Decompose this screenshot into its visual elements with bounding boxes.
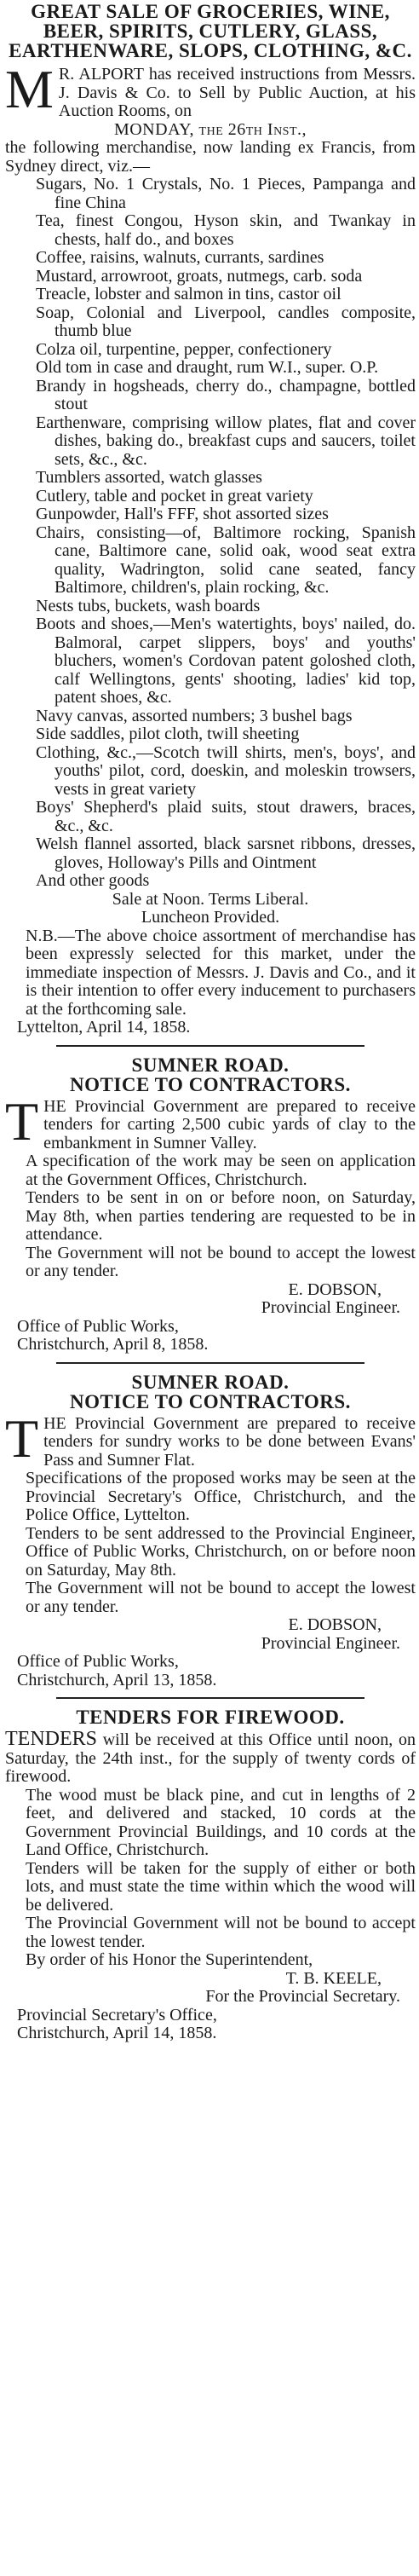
notice-subheading: NOTICE TO CONTRACTORS. — [70, 1073, 351, 1095]
notice-para: Tenders to be sent in on or before noon, on Saturday, May 8th, when parties tendering are requested to be in attendance. — [26, 1188, 416, 1244]
list-item: Coffee, raisins, walnuts, currants, sardines — [36, 248, 324, 267]
signature-title: For the Provincial Secretary. — [205, 1987, 400, 2006]
signature: E. DOBSON, — [288, 1615, 382, 1634]
divider — [56, 1697, 364, 1699]
drop-cap: T — [5, 1407, 39, 1469]
list-item: Old tom in case and draught, rum W.I., super. O.P. — [36, 358, 379, 377]
list-item: Soap, Colonial and Liverpool, candles composite, thumb blue — [36, 303, 416, 340]
office-line: Office of Public Works, — [17, 1652, 179, 1671]
auction-intro-2: the following merchandise, now landing ex Francis, from Sydney direct, viz.— — [5, 138, 416, 176]
divider — [56, 1362, 364, 1364]
notice-para: A specification of the work may be seen on application at the Government Offices, Christchurch. — [26, 1152, 416, 1189]
notice-para-text: will be received at this Office until noon, on Saturday, the 24th inst., for the supply of twenty cords of firewood. — [5, 1730, 416, 1786]
firewood-tender-notice — [5, 1707, 416, 2043]
sale-terms: Sale at Noon. Terms Liberal. — [112, 889, 309, 909]
list-item: Chairs, consisting—of, Baltimore rocking, Spanish cane, Baltimore cane, solid oak, wood seat extra quality, Wadrington, solid cane seated, fancy Baltimore, children's, plain rocking, &c. — [36, 523, 416, 597]
notice-para: Specifications of the proposed works may be seen at the Provincial Secretary's Office, Christchurch, and the Police Office, Lyttelton. — [26, 1469, 416, 1524]
notice-para: The wood must be black pine, and cut in lengths of 2 feet, and delivered and stacked, 10 cords at the Government Provincial Buildings, and 10 cords at the Land Office, Christchurch. — [26, 1785, 416, 1859]
merchandise-list — [5, 176, 416, 891]
lead-word: TENDERS — [5, 1728, 97, 1750]
list-item: Earthenware, comprising willow plates, flat and cover dishes, baking do., breakfast cups and saucers, toilet sets, &c., &c. — [36, 413, 416, 469]
list-item: Treacle, lobster and salmon in tins, castor oil — [36, 285, 342, 303]
auction-intro — [5, 59, 416, 121]
notice-para — [5, 1730, 416, 1787]
notice-heading: SUMNER ROAD. — [131, 1371, 290, 1393]
list-item: Tea, finest Congou, Hyson skin, and Twankay in chests, half do., and boxes — [36, 211, 416, 249]
drop-cap: T — [5, 1090, 39, 1152]
list-item: Nests tubs, buckets, wash boards — [36, 596, 261, 615]
list-item: Cutlery, table and pocket in great variety — [36, 486, 313, 505]
signature-title: Provincial Engineer. — [261, 1633, 400, 1653]
signature: E. DOBSON, — [288, 1279, 382, 1299]
list-item: And other goods — [36, 871, 150, 890]
sumner-road-notice-1 — [5, 1055, 416, 1354]
divider — [56, 1045, 364, 1047]
notice-para — [5, 1407, 416, 1470]
notice-para: Tenders will be taken for the supply of either or both lots, and must state the time within which the wood will be delivered. — [26, 1858, 416, 1915]
list-item: Boots and shoes,—Men's watertights, boys' nailed, do. Balmoral, carpet slippers, boys' and youths' bluchers, women's Cordovan patent goloshed cloth, calf Wellingtons, gents' shooting, ladies' kid top, patent shoes, &c. — [36, 615, 416, 707]
list-item: Navy canvas, assorted numbers; 3 bushel bags — [36, 706, 353, 725]
office-line: Office of Public Works, — [17, 1316, 179, 1336]
auction-heading: GREAT SALE OF GROCERIES, WINE, BEER, SPIRITS, CUTLERY, GLASS, EARTHENWARE, SLOPS, CLOTHING, &C. — [9, 1, 412, 61]
notice-para: The Government will not be bound to accept the lowest or any tender. — [26, 1243, 416, 1280]
notice-para: The Government will not be bound to accept the lowest or any tender. — [26, 1579, 416, 1616]
notice-para-text: HE Provincial Government are prepared to receive tenders for carting 2,500 cubic yards of clay to the embankment in Sumner Valley. — [43, 1096, 416, 1152]
list-item: Boys' Shepherd's plaid suits, stout drawers, braces, &c., &c. — [36, 798, 416, 835]
notice-para: The Provincial Government will not be bound to accept the lowest tender. — [26, 1914, 416, 1951]
dateline: Christchurch, April 14, 1858. — [17, 2024, 217, 2042]
notice-heading: TENDERS FOR FIREWOOD. — [76, 1707, 345, 1728]
auction-date: MONDAY, the 26th Inst., — [113, 119, 307, 139]
nb-note: N.B.—The above choice assortment of merchandise has been expressly selected for this market, under the immediate inspection of Messrs. J. Davis and Co., and it is their intention to offer every inducement to purchasers at the forthcoming sale. — [26, 926, 416, 1019]
dateline: Lyttelton, April 14, 1858. — [17, 1018, 191, 1037]
auction-intro-text: R. ALPORT has received instructions from Messrs. J. Davis & Co. to Sell by Public Auction, at his Auction Rooms, on — [58, 65, 416, 120]
notice-subheading: NOTICE TO CONTRACTORS. — [70, 1390, 351, 1412]
list-item: Gunpowder, Hall's FFF, shot assorted sizes — [36, 505, 329, 523]
list-item: Side saddles, pilot cloth, twill sheeting — [36, 725, 300, 743]
sumner-road-notice-2 — [5, 1372, 416, 1690]
notice-heading: SUMNER ROAD. — [131, 1054, 290, 1076]
notice-para: By order of his Honor the Superintendent, — [26, 1950, 313, 1969]
list-item: Tumblers assorted, watch glasses — [36, 468, 262, 487]
list-item: Brandy in hogsheads, cherry do., champagne, bottled stout — [36, 376, 416, 413]
dateline: Christchurch, April 13, 1858. — [17, 1670, 217, 1689]
signature: T. B. KEELE, — [285, 1968, 382, 1988]
list-item: Sugars, No. 1 Crystals, No. 1 Pieces, Pampanga and fine China — [36, 175, 416, 212]
list-item: Welsh flannel assorted, black sarsnet ribbons, dresses, gloves, Holloway's Pills and Ointment — [36, 835, 416, 872]
signature-title: Provincial Engineer. — [261, 1298, 400, 1317]
dateline: Christchurch, April 8, 1858. — [17, 1335, 209, 1354]
notice-para-text: HE Provincial Government are prepared to receive tenders for sundry works to be done between Evans' Pass and Sumner Flat. — [43, 1413, 416, 1470]
luncheon-note: Luncheon Provided. — [141, 908, 280, 927]
auction-advertisement — [5, 2, 416, 1037]
drop-cap: M — [5, 59, 54, 119]
list-item: Mustard, arrowroot, groats, nutmegs, carb. soda — [36, 266, 363, 286]
office-line: Provincial Secretary's Office, — [17, 2005, 217, 2024]
list-item: Colza oil, turpentine, pepper, confectionery — [36, 339, 332, 359]
notice-para — [5, 1090, 416, 1153]
list-item: Clothing, &c.,—Scotch twill shirts, men's, boys', and youths' pilot, cord, doeskin, and moleskin trowsers, vests in great variety — [36, 742, 416, 799]
notice-para: Tenders to be sent addressed to the Provincial Engineer, Office of Public Works, Christchurch, on or before noon on Saturday, May 8th. — [26, 1523, 416, 1580]
